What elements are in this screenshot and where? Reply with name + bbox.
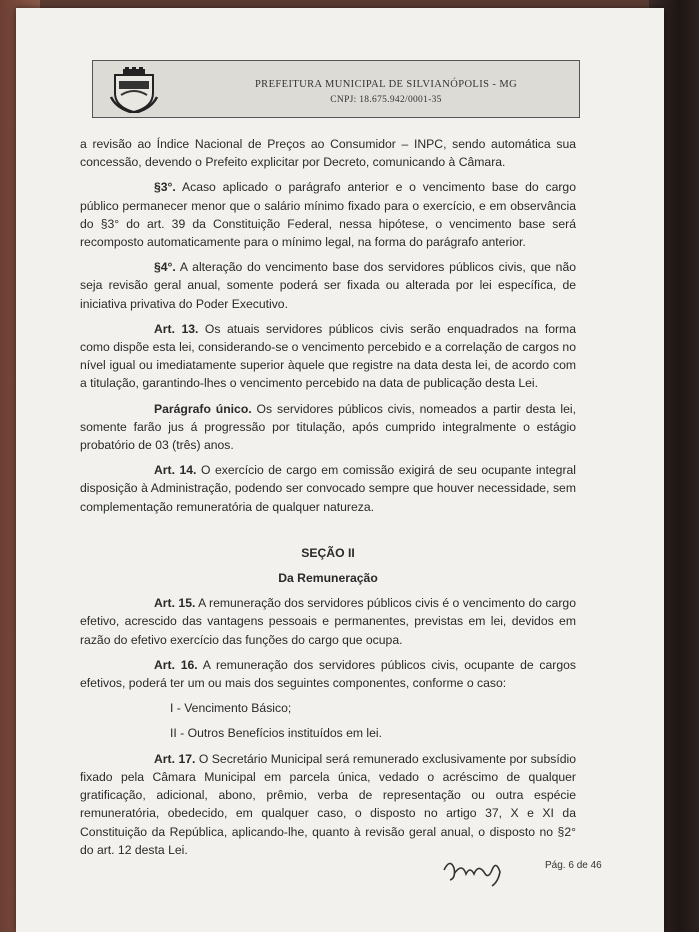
list-item-1: I - Vencimento Básico; [170,701,292,716]
article-text: Os atuais servidores públicos civis serão enquadrados na forma como dispõe esta lei, considerando-se o vencimento percebido e a correlação de cargos no nível igual ou imediatamente superior àquele que registre na data desta lei, de acordo com a titulação, garantindo-lhes o vencimento percebido na data de publicação desta Lei. [80,321,576,391]
paragraph-lead: §4°. [154,260,176,275]
article-17 [80,750,576,859]
handwritten-signature-icon [440,852,510,888]
list-item-2: II - Outros Benefícios instituídos em lei. [170,726,383,741]
article-lead: Art. 15. [154,596,196,611]
article-13 [80,320,576,393]
article-text: O exercício de cargo em comissão exigirá de seu ocupante integral disposição à Administração, podendo ser convocado sempre que houver necessidade, sem complementação remuneratória de qualquer natureza. [80,463,576,514]
article-text: O Secretário Municipal será remunerado exclusivamente por subsídio fixado pela Câmara Municipal em parcela única, vedado o acréscimo de qualquer gratificação, adicional, abono, prêmio, verba de representação ou outra espécie remuneratória, obedecido, em qualquer caso, o disposto no artigo 37, X e XI da Constituição da República, aplicando-lhe, quanto à revisão geral anual, o disposto no §2° do art. 12 desta Lei. [80,751,576,857]
municipal-crest-icon [109,67,159,113]
article-text: A remuneração dos servidores públicos civis, ocupante de cargos efetivos, poderá ter um ou mais dos seguintes componentes, conforme o caso: [80,657,576,691]
article-16 [80,656,576,692]
letterhead [92,60,580,118]
paragraph-text: A alteração do vencimento base dos servidores públicos civis, que não seja revisão geral anual, somente poderá ser fixada ou alterada por lei específica, de iniciativa privativa do Poder Executivo. [80,260,576,311]
page-number: Pág. 6 de 46 [545,860,602,871]
paragraph-section-4 [80,258,576,313]
article-lead: Art. 13. [154,321,199,336]
municipality-title: PREFEITURA MUNICIPAL DE SILVIANÓPOLIS - MG [254,79,518,90]
article-lead: Art. 16. [154,657,198,672]
paragraph-lead: §3°. [154,180,176,195]
article-15 [80,594,576,649]
article-lead: Art. 14. [154,463,197,478]
paragraph-text: Os servidores públicos civis, nomeados a partir desta lei, somente farão jus á progressão por titulação, após cumprido integralmente o estágio probatório de 03 (três) anos. [80,401,577,453]
document-body [80,135,576,859]
cnpj-line: CNPJ: 18.675.942/0001-35 [330,95,442,105]
section-title: SEÇÃO II [301,545,355,560]
sole-paragraph [80,400,576,455]
paragraph-continuation: a revisão ao Índice Nacional de Preços ao Consumidor – INPC, sendo automática sua concessão, devendo o Prefeito explicitar por Decreto, comunicando à Câmara. [80,137,576,170]
article-text: A remuneração dos servidores públicos civis é o vencimento do cargo efetivo, acrescido das vantagens pessoais e permanentes, previstas em lei, devidos em razão do efetivo exercício das funções do cargo que ocupa. [80,596,576,647]
paragraph-lead: Parágrafo único. [154,401,252,416]
paragraph-section-3 [80,178,576,251]
article-lead: Art. 17. [154,751,196,766]
section-subtitle: Da Remuneração [278,571,378,586]
paragraph-text: Acaso aplicado o parágrafo anterior e o vencimento base do cargo público permanecer menor que o salário mínimo fixado para o exercício, e em observância do §3° do art. 39 da Constituição Federal, nessa hipótese, o vencimento base será recomposto automaticamente para o mínimo legal, na forma do parágrafo anterior. [80,180,576,250]
article-14 [80,461,576,516]
